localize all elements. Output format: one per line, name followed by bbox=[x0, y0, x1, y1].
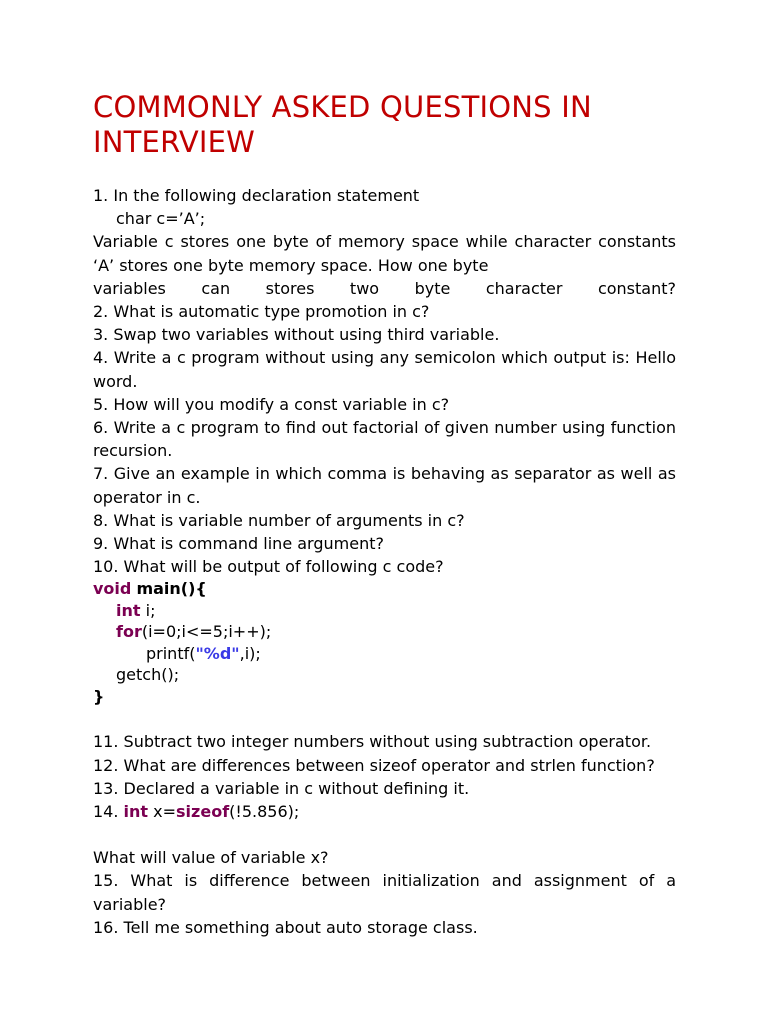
keyword-void: void bbox=[93, 579, 132, 599]
question-14 bbox=[93, 800, 676, 823]
question-4: 4. Write a c program without using any semicolon which output is: Hello word. bbox=[93, 348, 676, 391]
question-1: 1. In the following declaration statement bbox=[93, 186, 420, 205]
question-3: 3. Swap two variables without using third variable. bbox=[93, 325, 500, 345]
q14-rest: (!5.856); bbox=[229, 802, 300, 822]
q14-prefix: 14. bbox=[93, 802, 124, 822]
code-line-close: } bbox=[93, 686, 105, 706]
question-8: 8. What is variable number of arguments in c? bbox=[93, 510, 465, 530]
question-16: 16. Tell me something about auto storage class. bbox=[93, 917, 478, 937]
question-12: 12. What are differences between sizeof operator and strlen function? bbox=[93, 755, 655, 775]
page-title: COMMONLY ASKED QUESTIONS IN INTERVIEW bbox=[93, 90, 592, 159]
spacer bbox=[93, 707, 676, 730]
question-7: 7. Give an example in which comma is behaving as separator as well as operator in c. bbox=[93, 464, 676, 507]
decl-rest: i; bbox=[140, 600, 156, 620]
for-rest: (i=0;i<=5;i++); bbox=[141, 622, 272, 642]
keyword-for: for bbox=[116, 622, 142, 642]
question-9: 9. What is command line argument? bbox=[93, 534, 384, 554]
main-paren: (){ bbox=[180, 579, 207, 599]
format-string: "%d" bbox=[195, 643, 240, 663]
question-1-last-line: variables can stores two byte character constant? bbox=[93, 278, 676, 298]
code-line-main bbox=[93, 578, 676, 600]
code-snippet bbox=[93, 578, 676, 707]
question-1-code: char c=’A’; bbox=[116, 209, 206, 229]
q14-mid: x= bbox=[148, 802, 177, 822]
keyword-int: int bbox=[116, 600, 141, 620]
keyword-sizeof: sizeof bbox=[176, 802, 230, 822]
question-2: 2. What is automatic type promotion in c? bbox=[93, 302, 430, 322]
question-15: 15. What is difference between initialization and assignment of a variable? bbox=[93, 871, 676, 914]
function-main: main bbox=[136, 579, 181, 599]
printf-rest: ,i); bbox=[239, 643, 261, 663]
document-page bbox=[93, 90, 676, 939]
keyword-int-q14: int bbox=[123, 802, 149, 822]
question-13: 13. Declared a variable in c without defining it. bbox=[93, 778, 470, 798]
question-11: 11. Subtract two integer numbers without using subtraction operator. bbox=[93, 732, 652, 752]
question-10: 10. What will be output of following c code? bbox=[93, 557, 444, 577]
question-5: 5. How will you modify a const variable in c? bbox=[93, 394, 450, 414]
code-line-printf bbox=[93, 643, 676, 665]
question-6: 6. Write a c program to find out factorial of given number using function recursion. bbox=[93, 418, 676, 461]
code-line-decl bbox=[93, 600, 676, 622]
question-1-text: Variable c stores one byte of memory space while character constants ‘A’ stores one byte memory space. How one byte bbox=[93, 232, 676, 275]
question-14-followup: What will value of variable x? bbox=[93, 848, 329, 868]
printf-call: printf( bbox=[146, 643, 196, 663]
code-line-for bbox=[93, 621, 676, 643]
spacer-2 bbox=[93, 823, 676, 846]
code-line-getch: getch(); bbox=[116, 665, 180, 685]
